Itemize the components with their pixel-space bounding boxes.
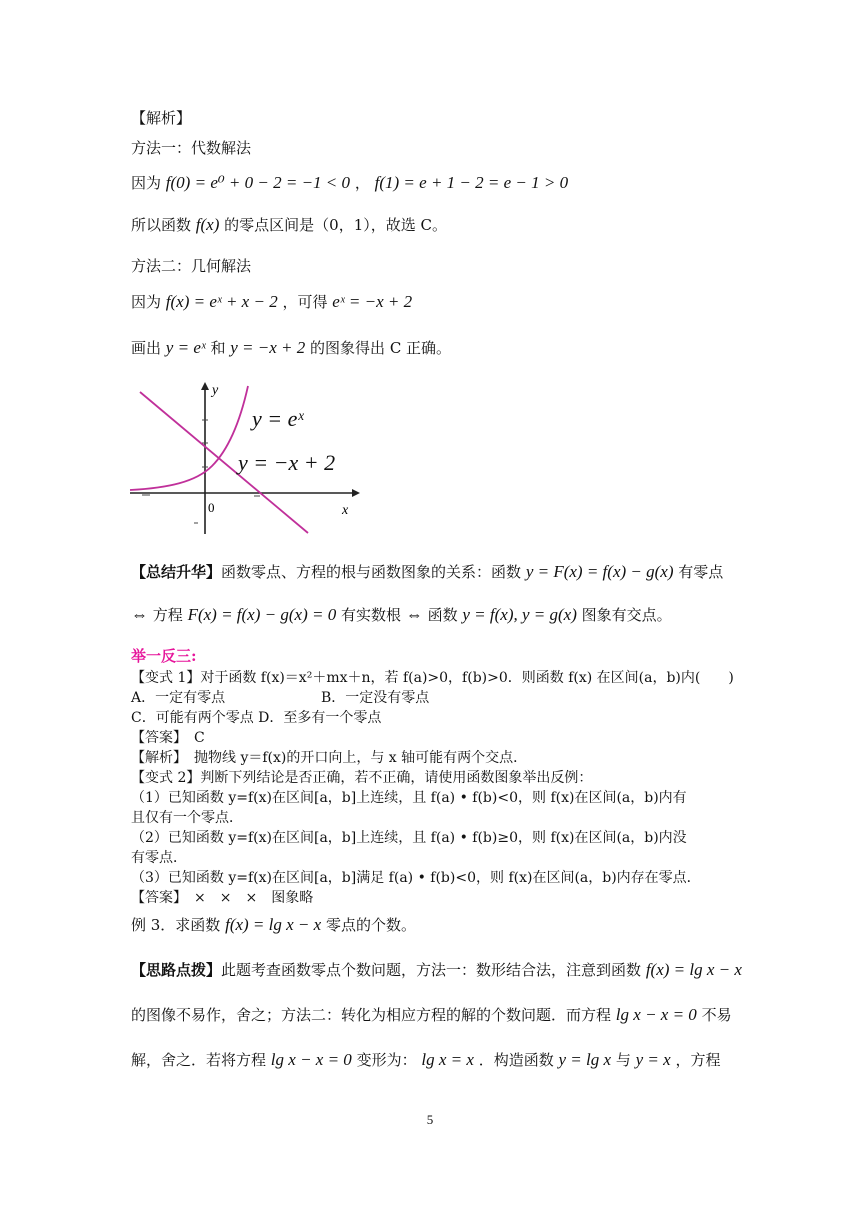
summary-text: 有零点 — [678, 563, 724, 581]
example-3-label: 例 3．求函数 — [131, 916, 221, 934]
iff-symbol: ⇔ — [131, 605, 148, 624]
x-axis-label: x — [342, 503, 349, 518]
conclusion-prefix: 所以函数 — [131, 216, 192, 234]
fx-definition: f(x) = eˣ + x − 2 — [165, 292, 278, 311]
because-label: 因为 — [131, 293, 162, 311]
transformed-equation: eˣ = −x + 2 — [332, 292, 413, 311]
hint-label: 【思路点拨】 — [131, 961, 222, 979]
example-3-function: f(x) = lg x − x — [225, 915, 322, 934]
variant-1-question — [131, 668, 734, 688]
y-axis-label: y — [212, 383, 219, 398]
y-axis-arrow-icon — [201, 382, 209, 390]
summary-line-1 — [131, 562, 723, 582]
exp-curve-label: y = eˣ — [252, 406, 304, 431]
analysis-header: 【解析】 — [131, 109, 192, 127]
hint-line-2 — [131, 1005, 732, 1025]
hint-text: 此题考查函数零点个数问题，方法一：数形结合法，注意到函数 — [221, 961, 642, 979]
variant-2-item-1a: （1）已知函数 y=f(x)在区间[a，b]上连续，且 f(a) • f(b)<0，则 f(x)在区间(a，b)内有 — [131, 790, 687, 806]
variant-2-item-2a: （2）已知函数 y=f(x)在区间[a，b]上连续，且 f(a) • f(b)≥0，则 f(x)在区间(a，b)内没 — [131, 830, 687, 846]
exp-function: y = eˣ — [165, 338, 206, 357]
page-number: 5 — [426, 1112, 434, 1127]
and-label: 和 — [210, 339, 226, 357]
variant-2-item-1b: 且仅有一个零点． — [131, 810, 243, 826]
hint-text: 不易 — [701, 1006, 732, 1024]
line-label: y = −x + 2 — [238, 450, 336, 475]
hint-text: 变形为： — [356, 1051, 417, 1069]
summary-text: 函数零点、方程的根与函数图象的关系：函数 — [221, 563, 522, 581]
derive-label: ，可得 — [282, 293, 328, 311]
hint-text: ，方程 — [675, 1051, 721, 1069]
method-one-title: 方法一：代数解法 — [131, 139, 252, 157]
separator: ， — [354, 174, 370, 192]
because-label: 因为 — [131, 174, 162, 192]
draw-graphs-line — [131, 338, 451, 358]
exp-curve — [130, 386, 248, 490]
hint-text: ．构造函数 — [478, 1051, 554, 1069]
variant-1-options-ab — [131, 688, 429, 708]
hint-line-1 — [131, 960, 742, 980]
variant-1-text: 对于函数 f(x)＝x²＋mx＋n，若 f(a)>0，f(b)>0．则函数 f(x) 在区间(a，b)内( ) — [200, 670, 734, 686]
hint-equation: lg x − x = 0 — [615, 1005, 697, 1024]
hint-line-3 — [131, 1050, 721, 1070]
linear-function: y = −x + 2 — [230, 338, 306, 357]
hint-function: y = lg x — [558, 1050, 612, 1069]
function-graph-figure — [128, 378, 368, 538]
hint-function: y = x — [635, 1050, 671, 1069]
hint-text: 的图像不易作，舍之；方法二：转化为相应方程的解的个数问题．而方程 — [131, 1006, 612, 1024]
iff-symbol: ⇔ — [405, 605, 423, 624]
variant-2-item-2b: 有零点． — [131, 850, 187, 866]
option-a: A．一定有零点 — [131, 690, 226, 706]
variant-2-label: 【变式 2】 — [131, 770, 201, 786]
geometry-reasoning-line — [131, 292, 412, 312]
summary-text: 有实数根 — [341, 606, 402, 624]
option-c: C．可能有两个零点 — [131, 710, 254, 726]
hint-text: 解，舍之．若将方程 — [131, 1051, 267, 1069]
practice-header: 举一反三: — [131, 647, 197, 665]
conclusion-suffix: 的零点区间是（0，1），故选 C。 — [224, 216, 448, 234]
summary-label: 【总结升华】 — [131, 563, 222, 581]
summary-functions: y = f(x), y = g(x) — [462, 605, 577, 624]
origin-label: 0 — [208, 500, 215, 515]
fx-symbol: f(x) — [195, 215, 220, 234]
hint-function: f(x) = lg x − x — [645, 960, 742, 979]
f0-evaluation: f(0) = e⁰ + 0 − 2 = −1 < 0 — [165, 173, 351, 192]
x-axis-arrow-icon — [352, 489, 360, 497]
example-3-text: 零点的个数。 — [325, 916, 416, 934]
summary-text: 图象有交点。 — [581, 606, 672, 624]
summary-line-2 — [131, 605, 672, 625]
summary-text: 函数 — [427, 606, 458, 624]
hint-equation: lg x = x — [421, 1050, 474, 1069]
summary-text: 方程 — [152, 606, 183, 624]
variant-1-options-cd — [131, 708, 381, 728]
summary-function: y = F(x) = f(x) − g(x) — [525, 562, 674, 581]
draw-suffix: 的图象得出 C 正确。 — [310, 339, 452, 357]
variant-2-text: 判断下列结论是否正确，若不正确，请使用函数图象举出反例： — [200, 770, 593, 786]
hint-equation: lg x − x = 0 — [270, 1050, 352, 1069]
draw-label: 画出 — [131, 339, 162, 357]
hint-text: 与 — [615, 1051, 631, 1069]
option-b: B．一定没有零点 — [321, 690, 430, 706]
conclusion-line — [131, 215, 447, 235]
variant-1-analysis: 【解析】 抛物线 y＝f(x)的开口向上，与 x 轴可能有两个交点． — [131, 750, 528, 766]
summary-equation: F(x) = f(x) − g(x) = 0 — [187, 605, 337, 624]
method-two-title: 方法二：几何解法 — [131, 257, 252, 275]
variant-1-label: 【变式 1】 — [131, 670, 201, 686]
option-d: D．至多有一个零点 — [258, 710, 382, 726]
example-3 — [131, 915, 416, 935]
variant-2-answer: 【答案】 × × × 图象略 — [131, 890, 314, 906]
f1-evaluation: f(1) = e + 1 − 2 = e − 1 > 0 — [374, 173, 569, 192]
algebra-reasoning-line — [131, 173, 568, 193]
variant-2-item-3: （3）已知函数 y=f(x)在区间[a，b]满足 f(a) • f(b)<0，则 f(x)在区间(a，b)内存在零点． — [131, 870, 701, 886]
variant-1-answer: 【答案】 C — [131, 730, 205, 746]
variant-2-question — [131, 768, 592, 788]
